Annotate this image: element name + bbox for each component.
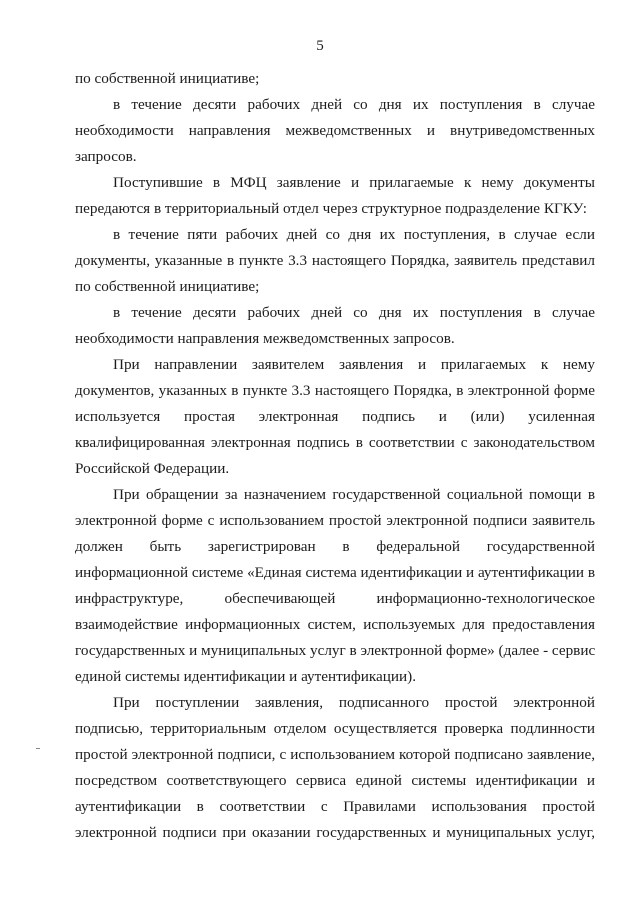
paragraph	[75, 170, 595, 222]
paragraph	[75, 482, 595, 690]
text-line: При обращении за назначением государственной социальной помощи в	[113, 486, 595, 503]
paragraph	[75, 92, 595, 170]
text-line: посредством соответствующего сервиса единой системы идентификации и	[75, 772, 595, 789]
text-line: необходимости направления межведомственных запросов.	[75, 330, 455, 347]
text-line: передаются в территориальный отдел через структурное подразделение КГКУ:	[75, 200, 587, 217]
text-line: При направлении заявителем заявления и прилагаемых к нему	[113, 356, 595, 373]
margin-mark	[36, 748, 40, 749]
text-line: в течение пяти рабочих дней со дня их поступления, в случае если	[113, 226, 595, 243]
paragraph	[75, 300, 595, 352]
page-number: 5	[316, 38, 324, 54]
text-line: Российской Федерации.	[75, 460, 230, 477]
text-line: аутентификации в соответствии с Правилами использования простой	[75, 798, 595, 815]
text-line: запросов.	[75, 148, 137, 165]
text-line: по собственной инициативе;	[75, 278, 260, 295]
text-line: квалифицированная электронная подпись в соответствии с законодательством	[75, 434, 595, 451]
text-line: необходимости направления межведомственных и внутриведомственных	[75, 122, 595, 139]
text-line: простой электронной подписи, с использованием которой подписано заявление,	[75, 746, 595, 763]
text-line: документов, указанных в пункте 3.3 настоящего Порядка, в электронной форме	[75, 382, 595, 399]
paragraph	[75, 222, 595, 300]
text-line: подписью, территориальным отделом осуществляется проверка подлинности	[75, 720, 595, 737]
text-line: в течение десяти рабочих дней со дня их поступления в случае	[113, 96, 595, 113]
paragraph	[75, 66, 595, 92]
document-body	[75, 66, 595, 846]
text-line: электронной подписи при оказании государственных и муниципальных услуг,	[75, 824, 595, 841]
text-line: При поступлении заявления, подписанного простой электронной	[113, 694, 595, 711]
text-line: Поступившие в МФЦ заявление и прилагаемые к нему документы	[113, 174, 595, 191]
text-line: в течение десяти рабочих дней со дня их поступления в случае	[113, 304, 595, 321]
text-line: государственных и муниципальных услуг в электронной форме» (далее - сервис	[75, 642, 596, 659]
text-line: информационной системе «Единая система идентификации и аутентификации в	[75, 564, 595, 581]
text-line: взаимодействие информационных систем, используемых для предоставления	[75, 616, 595, 633]
text-line: документы, указанные в пункте 3.3 настоящего Порядка, заявитель представил	[75, 252, 595, 269]
paragraph	[75, 352, 595, 482]
text-line: электронной форме с использованием простой электронной подписи заявитель	[75, 512, 595, 529]
text-line: должен быть зарегистрирован в федеральной государственной	[75, 538, 595, 555]
text-line: инфраструктуре, обеспечивающей информационно-технологическое	[75, 590, 595, 607]
text-line: по собственной инициативе;	[75, 70, 260, 87]
text-line: единой системы идентификации и аутентификации).	[75, 668, 417, 685]
paragraph	[75, 690, 595, 846]
text-line: используется простая электронная подпись и (или) усиленная	[75, 408, 595, 425]
